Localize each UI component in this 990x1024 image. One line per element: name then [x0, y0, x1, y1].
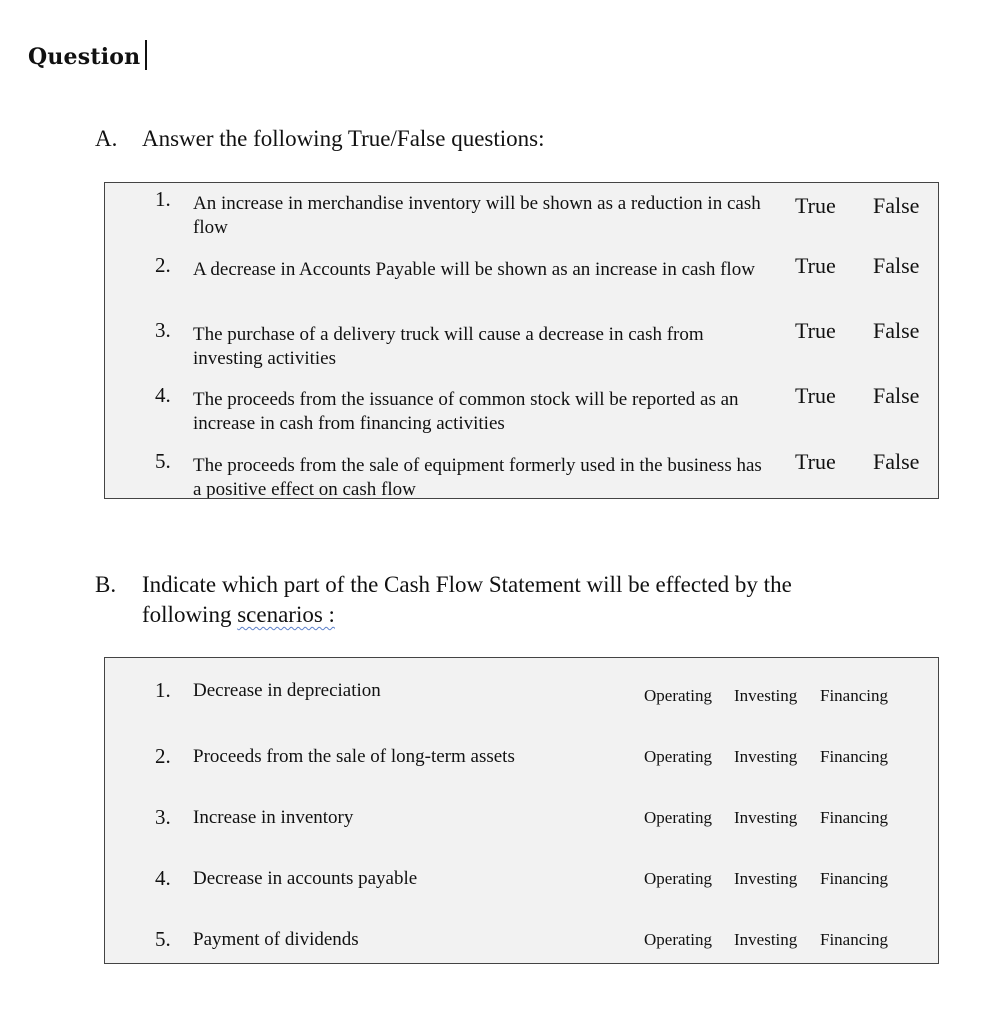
- scenario-number: 1.: [155, 678, 171, 702]
- scenario-number: 4.: [155, 866, 171, 890]
- scenario-text: Decrease in accounts payable: [193, 868, 418, 889]
- question-number: 5.: [155, 449, 171, 473]
- page-title-text: Question: [28, 44, 141, 70]
- false-option[interactable]: False: [873, 318, 920, 343]
- section-b-title: [142, 570, 862, 630]
- scenario-text: Payment of dividends: [193, 929, 359, 950]
- section-a-title: Answer the following True/False questions:: [142, 126, 545, 151]
- investing-option[interactable]: Investing: [734, 747, 798, 766]
- section-b-title-underlined: scenarios :: [237, 602, 335, 627]
- investing-option[interactable]: Investing: [734, 869, 798, 888]
- true-option[interactable]: True: [795, 318, 836, 343]
- section-b-title-main: Indicate which part of the Cash Flow Statement will be effected by the following: [142, 572, 792, 627]
- true-false-box: [104, 182, 939, 499]
- question-number: 4.: [155, 383, 171, 407]
- section-b-letter: B.: [95, 572, 117, 597]
- scenario-number: 5.: [155, 927, 171, 951]
- true-option[interactable]: True: [795, 253, 836, 278]
- section-a-heading: [95, 124, 862, 154]
- false-option[interactable]: False: [873, 449, 920, 474]
- question-number: 1.: [155, 187, 171, 211]
- operating-option[interactable]: Operating: [644, 747, 712, 766]
- financing-option[interactable]: Financing: [820, 930, 888, 949]
- question-text: An increase in merchandise inventory will be shown as a reduction in cash flow: [193, 193, 761, 238]
- cash-flow-box: [104, 657, 939, 964]
- true-option[interactable]: True: [795, 449, 836, 474]
- question-text: A decrease in Accounts Payable will be shown as an increase in cash flow: [193, 259, 755, 280]
- false-option[interactable]: False: [873, 193, 920, 218]
- true-option[interactable]: True: [795, 383, 836, 408]
- false-option[interactable]: False: [873, 253, 920, 278]
- operating-option[interactable]: Operating: [644, 930, 712, 949]
- question-text: The purchase of a delivery truck will cause a decrease in cash from investing activities: [193, 324, 704, 369]
- investing-option[interactable]: Investing: [734, 686, 798, 705]
- question-number: 3.: [155, 318, 171, 342]
- operating-option[interactable]: Operating: [644, 808, 712, 827]
- section-a-letter: A.: [95, 126, 118, 151]
- section-b-heading: [95, 570, 862, 630]
- operating-option[interactable]: Operating: [644, 686, 712, 705]
- true-option[interactable]: True: [795, 193, 836, 218]
- question-text: The proceeds from the issuance of common stock will be reported as an increase in cash from financing activities: [193, 389, 739, 434]
- investing-option[interactable]: Investing: [734, 930, 798, 949]
- question-number: 2.: [155, 253, 171, 277]
- false-option[interactable]: False: [873, 383, 920, 408]
- scenario-text: Decrease in depreciation: [193, 680, 381, 701]
- scenario-text: Proceeds from the sale of long-term assets: [193, 746, 515, 767]
- operating-option[interactable]: Operating: [644, 869, 712, 888]
- scenario-number: 3.: [155, 805, 171, 829]
- page-title: [28, 40, 147, 70]
- investing-option[interactable]: Investing: [734, 808, 798, 827]
- financing-option[interactable]: Financing: [820, 869, 888, 888]
- financing-option[interactable]: Financing: [820, 808, 888, 827]
- scenario-number: 2.: [155, 744, 171, 768]
- scenario-text: Increase in inventory: [193, 807, 354, 828]
- text-cursor: [145, 40, 147, 70]
- financing-option[interactable]: Financing: [820, 747, 888, 766]
- question-text: The proceeds from the sale of equipment formerly used in the business has a positive effect on cash flow: [193, 455, 762, 499]
- financing-option[interactable]: Financing: [820, 686, 888, 705]
